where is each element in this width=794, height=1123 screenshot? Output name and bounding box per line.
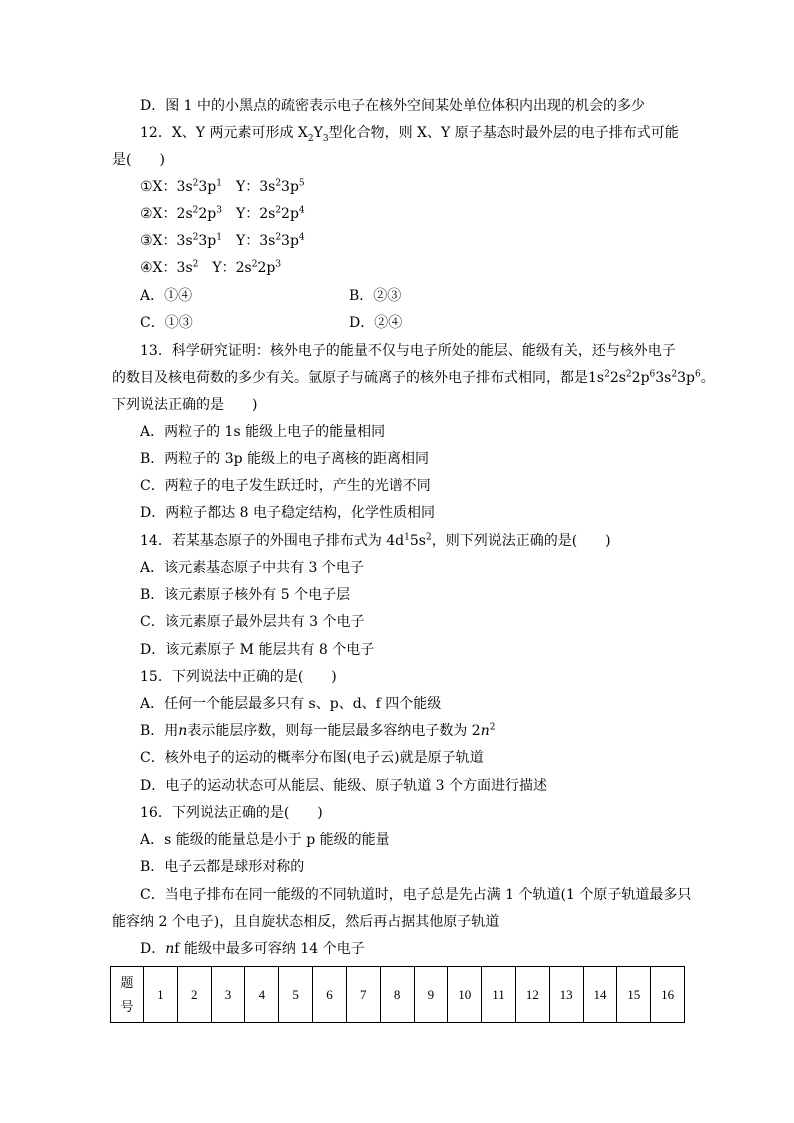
q13-stem-line2 [112,368,715,388]
q13-stem-text: 的数目及核电荷数的多少有关。氩原子与硫离子的核外电子排布式相同，都是 [112,370,588,386]
q13-config-sup: 2 [604,369,610,380]
q15-var-n: n [178,723,188,739]
answer-cell-14: 14 [583,967,617,1023]
q12-item-1 [140,177,305,197]
q12-item-x: 2s [176,206,193,222]
q12-item-label: ①X： [140,179,177,195]
answer-table-header [111,967,144,1023]
q14-option-d: D．该元素原子 M 能层共有 8 个电子 [140,642,375,658]
q13-option-d: D．两粒子都达 8 电子稳定结构，化学性质相同 [140,505,436,521]
q12-item-x: 3s [176,260,193,276]
q12-option-a: A．①④ [140,288,193,304]
q13-config-sup: 6 [649,369,656,380]
q16-option-c-line1: C．当电子排布在同一能级的不同轨道时，电子总是先占满 1 个轨道(1 个原子轨道最多只 [140,887,692,903]
q16-option-b: B．电子云都是球形对称的 [140,859,305,875]
answer-table-row [111,967,685,1023]
answer-cell-16: 16 [651,967,685,1023]
q12-item-label: ④X： [140,260,177,276]
q12-item-x: 2p [198,206,217,222]
q16-option-a: A．s 能级的能量总是小于 p 能级的能量 [140,832,390,848]
q12-item-y-sup: 2 [251,259,258,270]
q13-stem-line1: 13．科学研究证明：核外电子的能量不仅与电子所处的能层、能级有关，还与核外电子 [140,343,676,359]
q12-item-x-sup: 2 [192,232,199,243]
answer-table [110,966,685,1023]
q13-config: 2s [609,370,626,386]
q12-item-y-sup: 2 [275,232,282,243]
q12-item-x-sup: 1 [216,178,222,189]
q12-item-y: 3p [281,233,299,249]
q12-item-y-sup: 2 [275,205,282,216]
q16-option-d [140,939,365,959]
q12-item-x: 3p [198,233,217,249]
q14-stem-a: 14．若某基态原子的外围电子排布式为 4d [140,533,405,549]
q15-var-n2: n [480,723,490,739]
q14-sup2: 2 [425,532,432,543]
q13-config: 2p [631,370,650,386]
q15-option-b [140,721,495,741]
q15-option-c: C．核外电子的运动的概率分布图(电子云)就是原子轨道 [140,750,484,766]
q16-option-d-b: f 能级中最多可容纳 14 个电子 [174,941,365,957]
q12-item-y: 2p [281,206,299,222]
q12-item-x-sup: 2 [192,178,199,189]
q12-item-x: 3s [176,179,193,195]
q12-item-y-label: Y： [235,233,260,249]
answer-cell-15: 15 [617,967,651,1023]
q16-option-d-a: D． [140,941,166,957]
answer-cell-5: 5 [279,967,313,1023]
q12-item-y: 3s [259,179,276,195]
q12-item-y-label: Y： [212,260,236,276]
q13-option-c: C．两粒子的电子发生跃迁时，产生的光谱不同 [140,478,431,494]
q12-stem-sub1: 2 [307,133,314,144]
q12-item-2 [140,204,305,224]
q12-item-4 [140,258,281,278]
answer-cell-8: 8 [380,967,414,1023]
q12-item-label: ②X： [140,206,177,222]
q12-item-y-sup: 4 [298,232,305,243]
q12-stem-a: 12．X、Y 两元素可形成 X [140,125,308,141]
q15-option-b-sup: 2 [489,722,496,733]
q15-option-b-a: B．用 [140,723,179,739]
q12-stem [140,123,679,143]
q12-item-y-sup: 4 [298,205,305,216]
q13-config: 3p [677,370,695,386]
q15-option-b-b: 表示能层序数，则每一能层最多容纳电子数为 2 [187,723,481,739]
q13-stem-line3: 下列说法正确的是 ) [112,397,258,413]
q13-config-sup: 2 [625,369,632,380]
q12-item-y: 2s [259,206,276,222]
q16-var-n: n [165,941,175,957]
q12-item-y-sup: 5 [298,178,305,189]
q12-stem-c: 型化合物，则 X、Y 原子基态时最外层的电子排布式可能 [328,125,679,141]
answer-cell-7: 7 [346,967,380,1023]
q12-item-x-sup: 1 [216,232,222,243]
q13-config-sup: 2 [671,369,678,380]
answer-cell-4: 4 [245,967,279,1023]
answer-cell-3: 3 [211,967,245,1023]
q12-stem-b: Y [313,125,323,141]
q12-item-y-sup: 3 [275,259,282,270]
q12-item-y: 2s [235,260,252,276]
q12-item-x-sup: 2 [192,259,199,270]
q14-stem-c: ，则下列说法正确的是( ) [431,533,611,549]
answer-cell-10: 10 [448,967,482,1023]
q13-config: 1s [588,370,605,386]
header-bottom: 号 [120,998,134,1014]
q16-option-c-line2: 能容纳 2 个电子)，且自旋状态相反，然后再占据其他原子轨道 [112,914,500,930]
answer-cell-9: 9 [414,967,448,1023]
q12-item-x: 3s [176,233,193,249]
q12-option-b: B．②③ [349,288,402,304]
q12-option-d: D．②④ [349,315,403,331]
q12-item-x: 3p [198,179,217,195]
q12-item-label: ③X： [140,233,177,249]
q14-stem [140,531,611,551]
q12-stem-line2: 是( ) [112,152,165,168]
header-top: 题 [120,974,134,990]
q14-sup1: 1 [404,532,410,543]
q14-option-a: A．该元素基态原子中共有 3 个电子 [140,560,364,576]
q12-item-y: 2p [257,260,276,276]
answer-cell-6: 6 [313,967,347,1023]
q13-config: 3s [655,370,672,386]
q15-option-d: D．电子的运动状态可从能层、能级、原子轨道 3 个方面进行描述 [140,778,548,794]
q12-option-c: C．①③ [140,315,193,331]
answer-cell-13: 13 [549,967,583,1023]
answer-cell-11: 11 [482,967,516,1023]
q12-item-x-sup: 3 [216,205,222,216]
q14-option-c: C．该元素原子最外层共有 3 个电子 [140,614,365,630]
q16-stem: 16．下列说法正确的是( ) [140,805,323,821]
q13-option-b: B．两粒子的 3p 能级上的电子离核的距离相同 [140,451,430,467]
q12-item-y-label: Y： [235,179,260,195]
q11-option-d: D．图 1 中的小黑点的疏密表示电子在核外空间某处单位体积内出现的机会的多少 [140,98,646,114]
q15-stem: 15．下列说法中正确的是( ) [140,669,337,685]
answer-cell-2: 2 [177,967,211,1023]
q13-stem-end: 。 [700,370,715,386]
q13-config-sup: 6 [694,369,701,380]
q14-stem-b: 5s [409,533,426,549]
q12-item-x-sup: 2 [192,205,199,216]
q12-stem-sub2: 3 [322,133,329,144]
q13-option-a: A．两粒子的 1s 能级上电子的能量相同 [140,424,386,440]
q12-item-y: 3p [281,179,299,195]
q15-option-a: A．任何一个能层最多只有 s、p、d、f 四个能级 [140,696,442,712]
q12-item-y-sup: 2 [275,178,282,189]
answer-cell-1: 1 [144,967,178,1023]
q14-option-b: B．该元素原子核外有 5 个电子层 [140,587,351,603]
q12-item-y-label: Y： [235,206,260,222]
answer-cell-12: 12 [515,967,549,1023]
q12-item-3 [140,231,305,251]
q12-item-y: 3s [259,233,276,249]
